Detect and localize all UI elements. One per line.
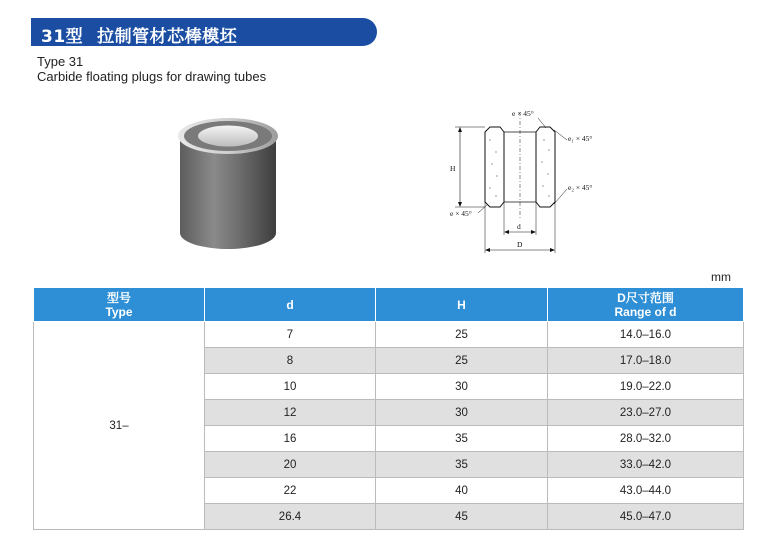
product-description: Carbide floating plugs for drawing tubes bbox=[37, 69, 267, 84]
dim-label-h: H bbox=[450, 164, 456, 173]
type-label: Type 31 bbox=[37, 54, 84, 69]
cell-d: 20 bbox=[205, 452, 376, 478]
spec-table bbox=[33, 287, 744, 530]
cell-d: 10 bbox=[205, 374, 376, 400]
cell-range: 23.0–27.0 bbox=[548, 400, 744, 426]
dim-label-d: d bbox=[517, 222, 521, 231]
product-image bbox=[168, 108, 288, 258]
col-header-type: 型号 Type bbox=[34, 288, 205, 322]
dim-label-D: D bbox=[517, 240, 523, 249]
product-code: 31型 bbox=[41, 27, 84, 47]
chamfer-label-bottom: e × 45° bbox=[450, 209, 472, 218]
cell-range: 14.0–16.0 bbox=[548, 322, 744, 348]
table-row bbox=[34, 322, 744, 348]
cell-h: 35 bbox=[376, 452, 548, 478]
table-header-row bbox=[34, 288, 744, 322]
cell-range: 19.0–22.0 bbox=[548, 374, 744, 400]
cell-h: 45 bbox=[376, 504, 548, 530]
title-banner bbox=[31, 18, 377, 46]
cell-h: 30 bbox=[376, 400, 548, 426]
cell-d: 16 bbox=[205, 426, 376, 452]
cell-h: 35 bbox=[376, 426, 548, 452]
cell-range: 28.0–32.0 bbox=[548, 426, 744, 452]
technical-drawing bbox=[430, 100, 610, 265]
chamfer-label-e2: e₂ × 45° bbox=[568, 183, 593, 192]
cell-h: 25 bbox=[376, 322, 548, 348]
cell-h: 40 bbox=[376, 478, 548, 504]
chamfer-label-e1: e₁ × 45° bbox=[568, 134, 593, 143]
cell-d: 12 bbox=[205, 400, 376, 426]
cell-d: 7 bbox=[205, 322, 376, 348]
cell-d: 8 bbox=[205, 348, 376, 374]
type-value: 31– bbox=[34, 322, 205, 530]
page-title bbox=[41, 22, 237, 47]
col-header-range: D尺寸范围 Range of d bbox=[548, 288, 744, 322]
cell-d: 26.4 bbox=[205, 504, 376, 530]
cell-d: 22 bbox=[205, 478, 376, 504]
col-header-d: d bbox=[205, 288, 376, 322]
cell-range: 43.0–44.0 bbox=[548, 478, 744, 504]
cell-range: 45.0–47.0 bbox=[548, 504, 744, 530]
col-header-h: H bbox=[376, 288, 548, 322]
cell-h: 30 bbox=[376, 374, 548, 400]
product-title-cn: 拉制管材芯棒模坯 bbox=[97, 27, 238, 47]
unit-label: mm bbox=[711, 270, 731, 284]
chamfer-label-top: e × 45° bbox=[512, 109, 534, 118]
cell-range: 17.0–18.0 bbox=[548, 348, 744, 374]
section-hatch bbox=[489, 139, 549, 196]
cell-range: 33.0–42.0 bbox=[548, 452, 744, 478]
cell-h: 25 bbox=[376, 348, 548, 374]
